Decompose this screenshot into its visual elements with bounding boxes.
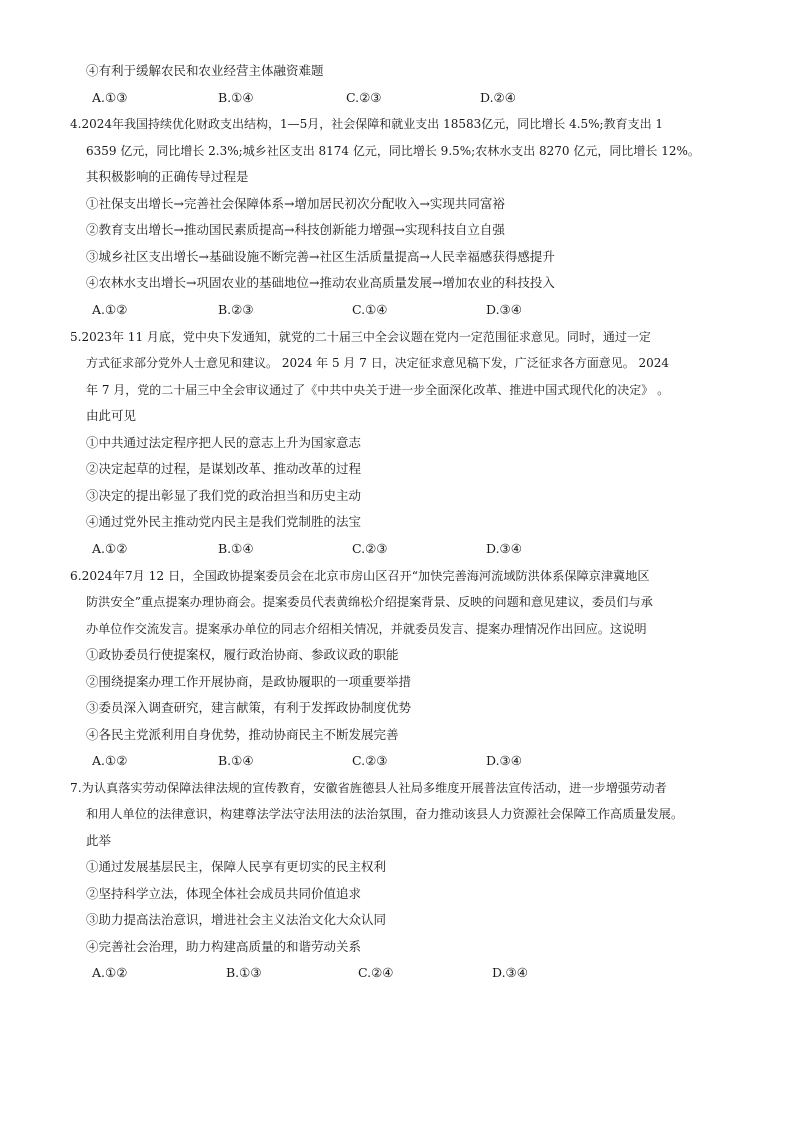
q4-stem-line-2: 6359 亿元，同比增长 2.3%;城乡社区支出 8174 亿元，同比增长 9.5%;农林水支出 8270 亿元，同比增长 12%。 [86, 144, 700, 158]
q5-option-c: C.②③ [352, 541, 388, 556]
q6-option-c: C.②③ [352, 753, 388, 768]
q7-option-d: D.③④ [492, 965, 528, 980]
q6-option-b: B.①④ [218, 753, 254, 768]
q4-item-2: ②教育支出增长→推动国民素质提高→科技创新能力增强→实现科技自立自强 [86, 222, 505, 237]
q4-option-b: B.②③ [218, 302, 254, 317]
q7-stem-line-3: 此举 [86, 833, 112, 848]
q6-item-1: ①政协委员行使提案权，履行政治协商、参政议政的职能 [86, 647, 399, 662]
q4-stem-line-1: 4.2024年我国持续优化财政支出结构，1—5月，社会保障和就业支出 18583亿元，同比增长 4.5%;教育支出 1 [70, 117, 664, 131]
q6-item-2: ②围绕提案办理工作开展协商，是政协履职的一项重要举措 [86, 674, 412, 689]
q5-stem-line-3: 年 7 月，党的二十届三中全会审议通过了《中共中央关于进一步全面深化改革、推进中国式现代化的决定》 。 [86, 383, 670, 397]
q7-stem-line-1: 7.为认真落实劳动保障法律法规的宣传教育，安徽省旌德县人社局多维度开展普法宣传活动，进一步增强劳动者 [70, 781, 667, 795]
q5-item-1: ①中共通过法定程序把人民的意志上升为国家意志 [86, 435, 362, 450]
q6-item-3: ③委员深入调查研究，建言献策，有利于发挥政协制度优势 [86, 700, 412, 715]
q5-option-b: B.①④ [218, 541, 254, 556]
q4-item-1: ①社保支出增长→完善社会保障体系→增加居民初次分配收入→实现共同富裕 [86, 196, 505, 211]
q5-item-4: ④通过党外民主推动党内民主是我们党制胜的法宝 [86, 514, 362, 529]
q6-option-d: D.③④ [486, 753, 522, 768]
q3-option-d: D.②④ [480, 90, 516, 105]
q5-item-2: ②决定起草的过程，是谋划改革、推动改革的过程 [86, 461, 362, 476]
q4-option-a: A.①② [92, 302, 128, 317]
q6-stem-line-2: 防洪安全”重点提案办理协商会。提案委员代表黄绵松介绍提案背景、反映的问题和意见建议，委员们与承 [86, 595, 653, 609]
q7-item-1: ①通过发展基层民主，保障人民享有更切实的民主权利 [86, 859, 387, 874]
q4-item-4: ④农林水支出增长→巩固农业的基础地位→推动农业高质量发展→增加农业的科技投入 [86, 275, 555, 290]
q7-stem-line-2: 和用人单位的法律意识，构建尊法学法守法用法的法治氛围，奋力推动该县人力资源社会保障工作高质量发展。 [86, 807, 684, 821]
q5-stem-line-2: 方式征求部分党外人士意见和建议。 2024 年 5 月 7 日，决定征求意见稿下发，广泛征求各方面意见。 2024 [86, 356, 670, 370]
q3-item-4: ④有利于缓解农民和农业经营主体融资难题 [86, 63, 324, 78]
q6-option-a: A.①② [92, 753, 128, 768]
q7-item-3: ③助力提高法治意识，增进社会主义法治文化大众认同 [86, 912, 387, 927]
q5-item-3: ③决定的提出彰显了我们党的政治担当和历史主动 [86, 488, 362, 503]
q6-item-4: ④各民主党派利用自身优势，推动协商民主不断发展完善 [86, 727, 399, 742]
q5-option-a: A.①② [92, 541, 128, 556]
q4-item-3: ③城乡社区支出增长→基础设施不断完善→社区生活质量提高→人民幸福感获得感提升 [86, 249, 555, 264]
q5-option-d: D.③④ [486, 541, 522, 556]
q5-stem-line-4: 由此可见 [86, 408, 137, 423]
q7-item-2: ②坚持科学立法，体现全体社会成员共同价值追求 [86, 886, 362, 901]
q5-stem-line-1: 5.2023年 11 月底，党中央下发通知，就党的二十届三中全会议题在党内一定范围征求意见。同时，通过一定 [70, 330, 651, 344]
q7-option-b: B.①③ [226, 965, 262, 980]
q6-stem-line-3: 办单位作交流发言。提案承办单位的同志介绍相关情况，并就委员发言、提案办理情况作出回应。这说明 [86, 622, 647, 636]
q4-option-c: C.①④ [352, 302, 388, 317]
q4-option-d: D.③④ [486, 302, 522, 317]
q3-option-a: A.①③ [92, 90, 128, 105]
q6-stem-line-1: 6.2024年7月 12 日，全国政协提案委员会在北京市房山区召开“加快完善海河流域防洪体系保障京津冀地区 [70, 569, 650, 583]
q4-stem-line-3: 其积极影响的正确传导过程是 [86, 169, 249, 184]
q3-option-c: C.②③ [346, 90, 382, 105]
q7-option-c: C.②④ [358, 965, 394, 980]
q3-option-b: B.①④ [218, 90, 254, 105]
q7-item-4: ④完善社会治理，助力构建高质量的和谐劳动关系 [86, 939, 362, 954]
q7-option-a: A.①② [92, 965, 128, 980]
